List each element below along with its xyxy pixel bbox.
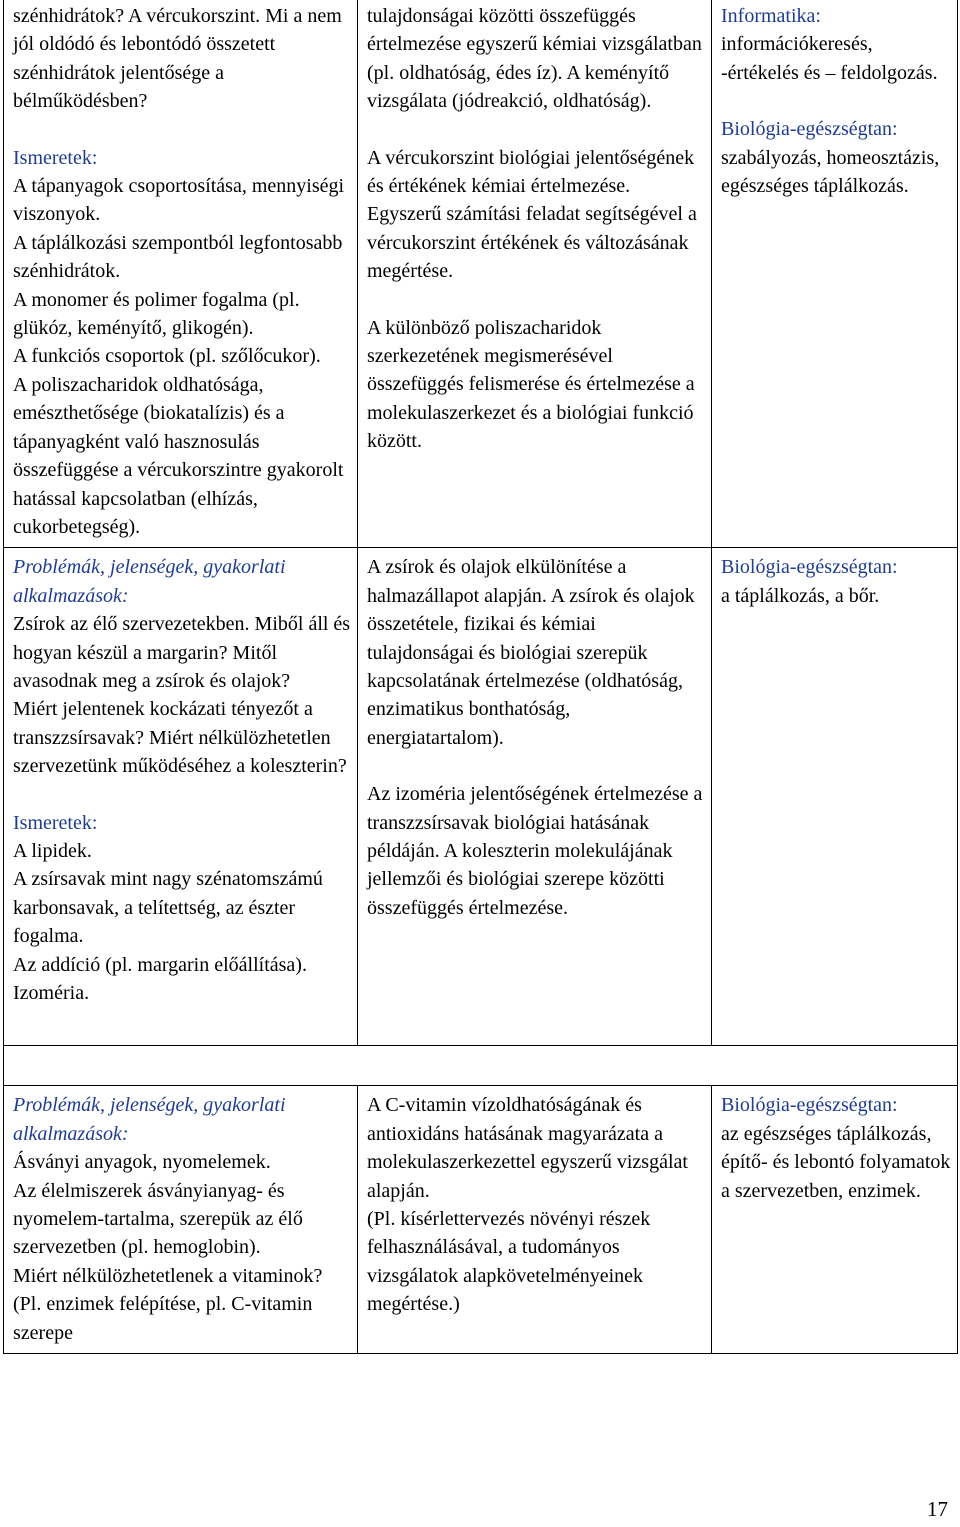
- paragraph: A vércukorszint biológiai jelentőségének és értékének kémiai értelmezése. Egyszerű számítási feladat segítségével a vércukorszint értékének és változásának megértése.: [367, 146, 697, 283]
- page-number: 17: [927, 1497, 948, 1521]
- table-gap: [4, 1046, 958, 1086]
- paragraph: Ásványi anyagok, nyomelemek.: [13, 1151, 271, 1174]
- paragraph: A C-vitamin vízoldhatóságának és antioxidáns hatásának magyarázata a molekulaszerkezettel egyszerű vizsgálat alapján.: [367, 1094, 688, 1202]
- subject-label: Biológia-egészségtan:: [721, 556, 898, 579]
- paragraph: A tápanyagok csoportosítása, mennyiségi viszonyok.: [13, 175, 345, 226]
- cell-activities: [358, 1086, 712, 1354]
- subject-label: Informatika:: [721, 5, 821, 27]
- cell-activities: [358, 0, 712, 548]
- paragraph: A különböző poliszacharidok szerkezetének megismerésével összefüggés felismerése és értelmezése a molekulaszerkezet és a biológiai funkció között.: [367, 316, 695, 453]
- cell-content: [4, 0, 358, 548]
- curriculum-table: [3, 0, 958, 1354]
- cell-connections: [712, 1086, 958, 1354]
- paragraph: A zsírok és olajok elkülönítése a halmazállapot alapján. A zsírok és olajok összetétele, fizikai és kémiai tulajdonságai és biológiai szerepük kapcsolatának értelmezése (oldhatóság, enzimatikus bonthatóság, energiatartalom).: [367, 556, 695, 749]
- paragraph: információkeresés, -értékelés és – feldolgozás.: [721, 33, 938, 84]
- paragraph: Izoméria.: [13, 982, 90, 1004]
- section-label: Problémák, jelenségek, gyakorlati alkalmazások:: [13, 1094, 286, 1145]
- paragraph: Az élelmiszerek ásványianyag- és nyomelem-tartalma, szerepük az élő szervezetben (pl. hemoglobin).: [13, 1179, 303, 1259]
- table-row-lipids: [4, 548, 958, 1046]
- cell-activities: [358, 548, 712, 1046]
- paragraph: Miért jelentenek kockázati tényezőt a transzzsírsavak? Miért nélkülözhetetlen szervezetünk működéséhez a koleszterin?: [13, 698, 347, 778]
- paragraph: A lipidek.: [13, 839, 92, 862]
- subject-label: Biológia-egészségtan:: [721, 1094, 898, 1117]
- cell-content: [4, 548, 358, 1046]
- paragraph: a táplálkozás, a bőr.: [721, 584, 880, 607]
- paragraph: az egészséges táplálkozás, építő- és lebontó folyamatok a szervezetben, enzimek.: [721, 1122, 951, 1202]
- paragraph: A funkciós csoportok (pl. szőlőcukor).: [13, 345, 321, 368]
- table-row-minerals-vitamins: [4, 1086, 958, 1354]
- cell-connections: [712, 548, 958, 1046]
- paragraph: Zsírok az élő szervezetekben. Miből áll és hogyan készül a margarin? Mitől avasodnak meg a zsírok és olajok?: [13, 613, 351, 692]
- paragraph: A poliszacharidok oldhatósága, emészthetősége (biokatalízis) és a tápanyagként való hasznosulás összefüggése a vércukorszintre gyakorolt hatással kapcsolatban (elhízás, cukorbetegség).: [13, 373, 344, 538]
- paragraph: A táplálkozási szempontból legfontosabb szénhidrátok.: [13, 231, 343, 283]
- paragraph: szabályozás, homeosztázis, egészséges táplálkozás.: [721, 146, 940, 198]
- section-label: Ismeretek:: [13, 146, 98, 169]
- paragraph: Az addíció (pl. margarin előállítása).: [13, 953, 307, 976]
- cell-connections: [712, 0, 958, 548]
- table-row-carbohydrates: [4, 0, 958, 548]
- paragraph: A zsírsavak mint nagy szénatomszámú karbonsavak, a telítettség, az észter fogalma.: [13, 868, 323, 948]
- paragraph: Miért nélkülözhetetlenek a vitaminok? (Pl. enzimek felépítése, pl. C-vitamin szerepe: [13, 1264, 323, 1344]
- paragraph: szénhidrátok? A vércukorszint. Mi a nem jól oldódó és lebontódó összetett szénhidrátok jelentősége a bélműködésben?: [13, 5, 342, 113]
- paragraph: A monomer és polimer fogalma (pl. glükóz, keményítő, glikogén).: [13, 288, 300, 340]
- cell-content: [4, 1086, 358, 1354]
- section-label: Ismeretek:: [13, 811, 98, 834]
- paragraph: tulajdonságai közötti összefüggés értelmezése egyszerű kémiai vizsgálatban (pl. oldhatóság, édes íz). A keményítő vizsgálata (jódreakció, oldhatóság).: [367, 5, 702, 113]
- subject-label: Biológia-egészségtan:: [721, 118, 898, 141]
- paragraph: Az izoméria jelentőségének értelmezése a transzzsírsavak biológiai hatásának példáján. A koleszterin molekulájának jellemzői és biológiai szerepe közötti összefüggés értelmezése.: [367, 783, 703, 919]
- section-label: Problémák, jelenségek, gyakorlati alkalmazások:: [13, 556, 286, 607]
- paragraph: (Pl. kísérlettervezés növényi részek felhasználásával, a tudományos vizsgálatok alapkövetelményeinek megértése.): [367, 1208, 651, 1316]
